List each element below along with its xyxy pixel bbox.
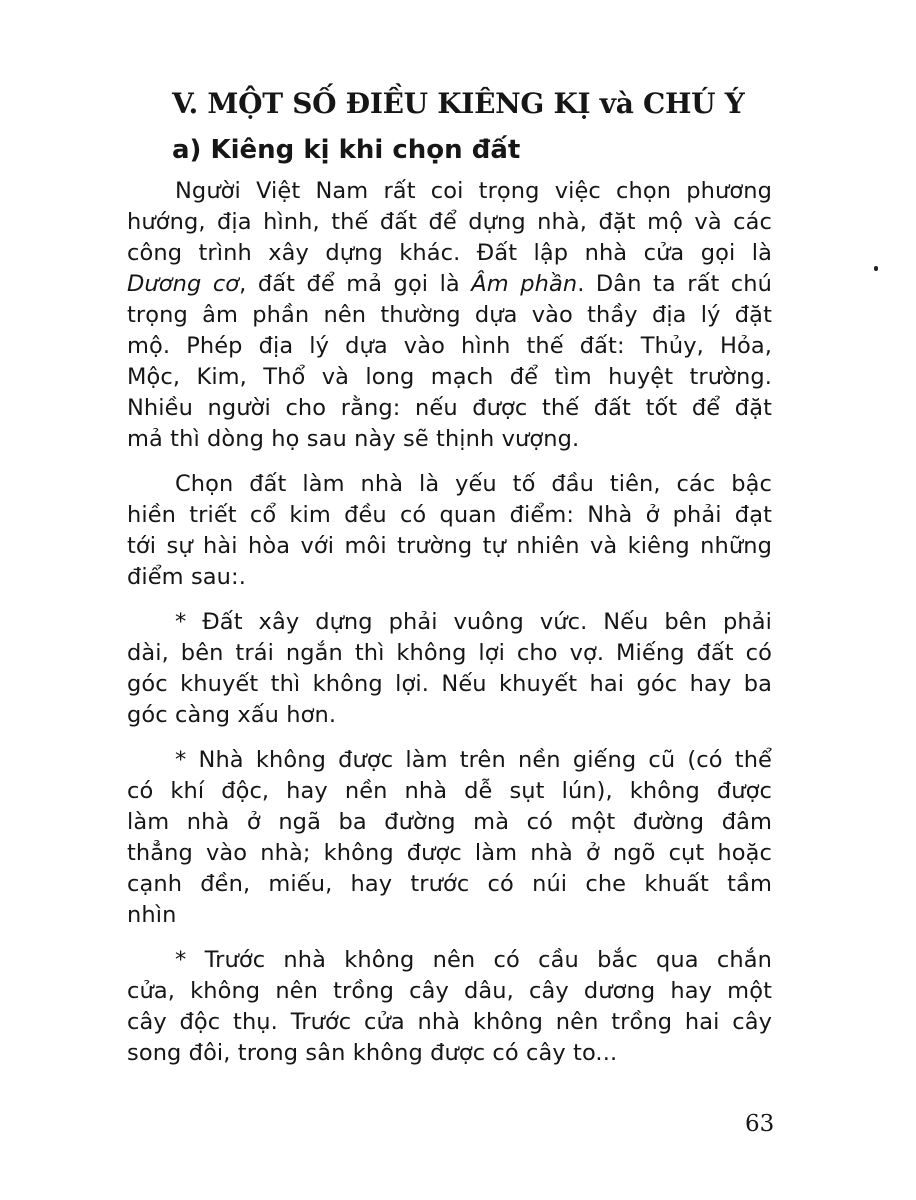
page-number: 63: [745, 1111, 775, 1137]
paragraph-choosing-land-principles: [127, 469, 772, 593]
text-line: dài, bên trái ngắn thì không lợi cho vợ. Miếng đất có: [127, 640, 772, 666]
text-line: * Trước nhà không nên có cầu bắc qua chắn: [175, 947, 772, 973]
paragraph-front-of-house: [127, 945, 772, 1069]
text-line: mả thì dòng họ sau này sẽ thịnh vượng.: [127, 426, 580, 452]
text-line: thẳng vào nhà; không được làm nhà ở ngõ cụt hoặc: [127, 840, 772, 866]
text-line: tới sự hài hòa với môi trường tự nhiên và kiêng những: [127, 533, 772, 559]
text-line: Người Việt Nam rất coi trọng việc chọn phương: [175, 178, 772, 204]
text-line: Chọn đất làm nhà là yếu tố đầu tiên, các bậc: [175, 471, 772, 497]
text-line: * Nhà không được làm trên nền giếng cũ (có thể: [175, 747, 772, 773]
text-line: nhìn: [127, 902, 177, 928]
text-line: điểm sau:.: [127, 564, 246, 590]
italic-term: Âm phần: [471, 271, 578, 297]
text-line: góc càng xấu hơn.: [127, 702, 337, 728]
text-line: Nhiều người cho rằng: nếu được thế đất tốt để đặt: [127, 395, 772, 421]
print-speck: [874, 266, 878, 271]
subsection-heading: a) Kiêng kị khi chọn đất: [172, 135, 521, 165]
italic-term: Dương cơ: [127, 271, 240, 297]
text-line: có khí độc, hay nền nhà dễ sụt lún), không được: [127, 778, 772, 804]
paragraph-square-land: [127, 607, 772, 731]
text-line: Dương cơ, đất để mả gọi là Âm phần. Dân ta rất chú: [127, 271, 773, 297]
body-text: [127, 176, 772, 1083]
paragraph-choosing-land-intro: [127, 176, 772, 455]
text-line: cạnh đền, miếu, hay trước có núi che khuất tầm: [127, 871, 772, 897]
paragraph-house-placement: [127, 745, 772, 931]
text-line: góc khuyết thì không lợi. Nếu khuyết hai góc hay ba: [127, 671, 772, 697]
text-line: trọng âm phần nên thường dựa vào thầy địa lý đặt: [127, 302, 772, 328]
text-line: công trình xây dựng khác. Đất lập nhà cửa gọi là: [127, 240, 772, 266]
text-line: làm nhà ở ngã ba đường mà có một đường đâm: [127, 809, 772, 835]
text-line: song đôi, trong sân không được có cây to...: [127, 1040, 618, 1066]
text-line: Mộc, Kim, Thổ và long mạch để tìm huyệt trường.: [127, 364, 772, 390]
text-line: cửa, không nên trồng cây dâu, cây dương hay một: [127, 978, 772, 1004]
text-line: mộ. Phép địa lý dựa vào hình thế đất: Thủy, Hỏa,: [127, 333, 772, 359]
text-line: hiền triết cổ kim đều có quan điểm: Nhà ở phải đạt: [127, 502, 772, 528]
section-heading: V. MỘT SỐ ĐIỀU KIÊNG KỊ và CHÚ Ý: [172, 87, 745, 120]
text-line: hướng, địa hình, thế đất để dựng nhà, đặt mộ và các: [127, 209, 772, 235]
text-line: * Đất xây dựng phải vuông vức. Nếu bên phải: [175, 609, 772, 635]
text-line: cây độc thụ. Trước cửa nhà không nên trồng hai cây: [127, 1009, 772, 1035]
